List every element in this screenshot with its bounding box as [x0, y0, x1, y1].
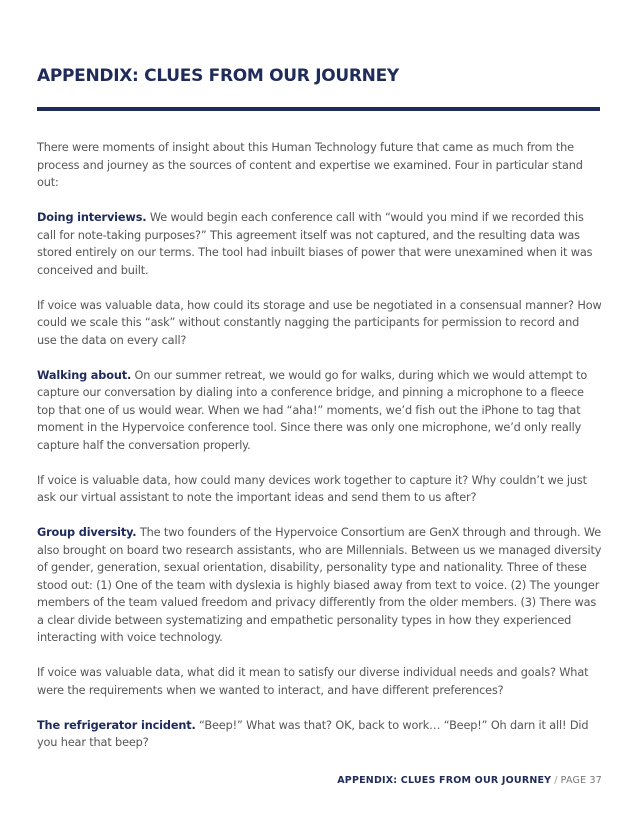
refrigerator-text: “Beep!” What was that? OK, back to work… “Beep!” Oh darn it all! Did you hear that beep?: [37, 718, 589, 749]
diversity-text: The two founders of the Hypervoice Consortium are GenX through and through. We also brought on board two research assistants, who are Millennials. Between us we managed diversity of gender, generation, sexual orientation, disability, personality type and nationality. Three of these stood out: (1) One of the team with dyslexia is highly biased away from text to voice. (2) The younger members of the team valued freedom and privacy differently from the older members. (3) There was a clear divide between systematizing and empathetic personality types in how they experienced interacting with voice technology.: [37, 526, 602, 644]
intro-paragraph: There were moments of insight about this Human Technology future that came as much from the process and journey as the sources of content and expertise we examined. Four in particular stand out:: [37, 141, 583, 189]
refrigerator-heading: The refrigerator incident.: [37, 718, 196, 732]
interviews-question: If voice was valuable data, how could its storage and use be negotiated in a consensual manner? How could we scale this “ask” without constantly nagging the participants for permission to record and use the data on every call?: [37, 298, 602, 347]
footer-separator: /: [554, 775, 558, 786]
interviews-paragraph: [37, 209, 602, 279]
interviews-text: We would begin each conference call with “would you mind if we recorded this call for note-taking purposes?” This agreement itself was not captured, and the resulting data was stored entirely on our terms. The tool had inbuilt biases of power that were unexamined when it was conceived and built.: [37, 211, 593, 277]
diversity-question: If voice was valuable data, what did it mean to satisfy our diverse individual needs and goals? What were the requirements when we wanted to interact, and have different preferences?: [37, 666, 589, 697]
page-footer: [337, 775, 602, 786]
walking-paragraph: [37, 367, 602, 455]
refrigerator-paragraph: [37, 717, 602, 752]
walking-question: If voice is valuable data, how could many devices work together to capture it? Why couldn’t we just ask our virtual assistant to note the important ideas and send them to us after?: [37, 473, 587, 504]
footer-title: APPENDIX: CLUES FROM OUR JOURNEY: [337, 775, 552, 786]
walking-heading: Walking about.: [37, 368, 132, 382]
diversity-paragraph: [37, 524, 602, 647]
page-number: PAGE 37: [560, 775, 602, 786]
walking-text: On our summer retreat, we would go for walks, during which we would attempt to capture our conversation by dialing into a conference bridge, and pinning a microphone to a fleece top that one of us would wear. When we had “aha!” moments, we’d fish out the iPhone to tag that moment in the Hypervoice conference tool. Since there was only one microphone, we’d only really capture half the conversation properly.: [37, 368, 588, 452]
title-divider: [37, 107, 600, 111]
body-text: [37, 139, 602, 769]
page-title: APPENDIX: CLUES FROM OUR JOURNEY: [37, 66, 399, 86]
interviews-heading: Doing interviews.: [37, 211, 147, 224]
diversity-heading: Group diversity.: [37, 526, 137, 539]
